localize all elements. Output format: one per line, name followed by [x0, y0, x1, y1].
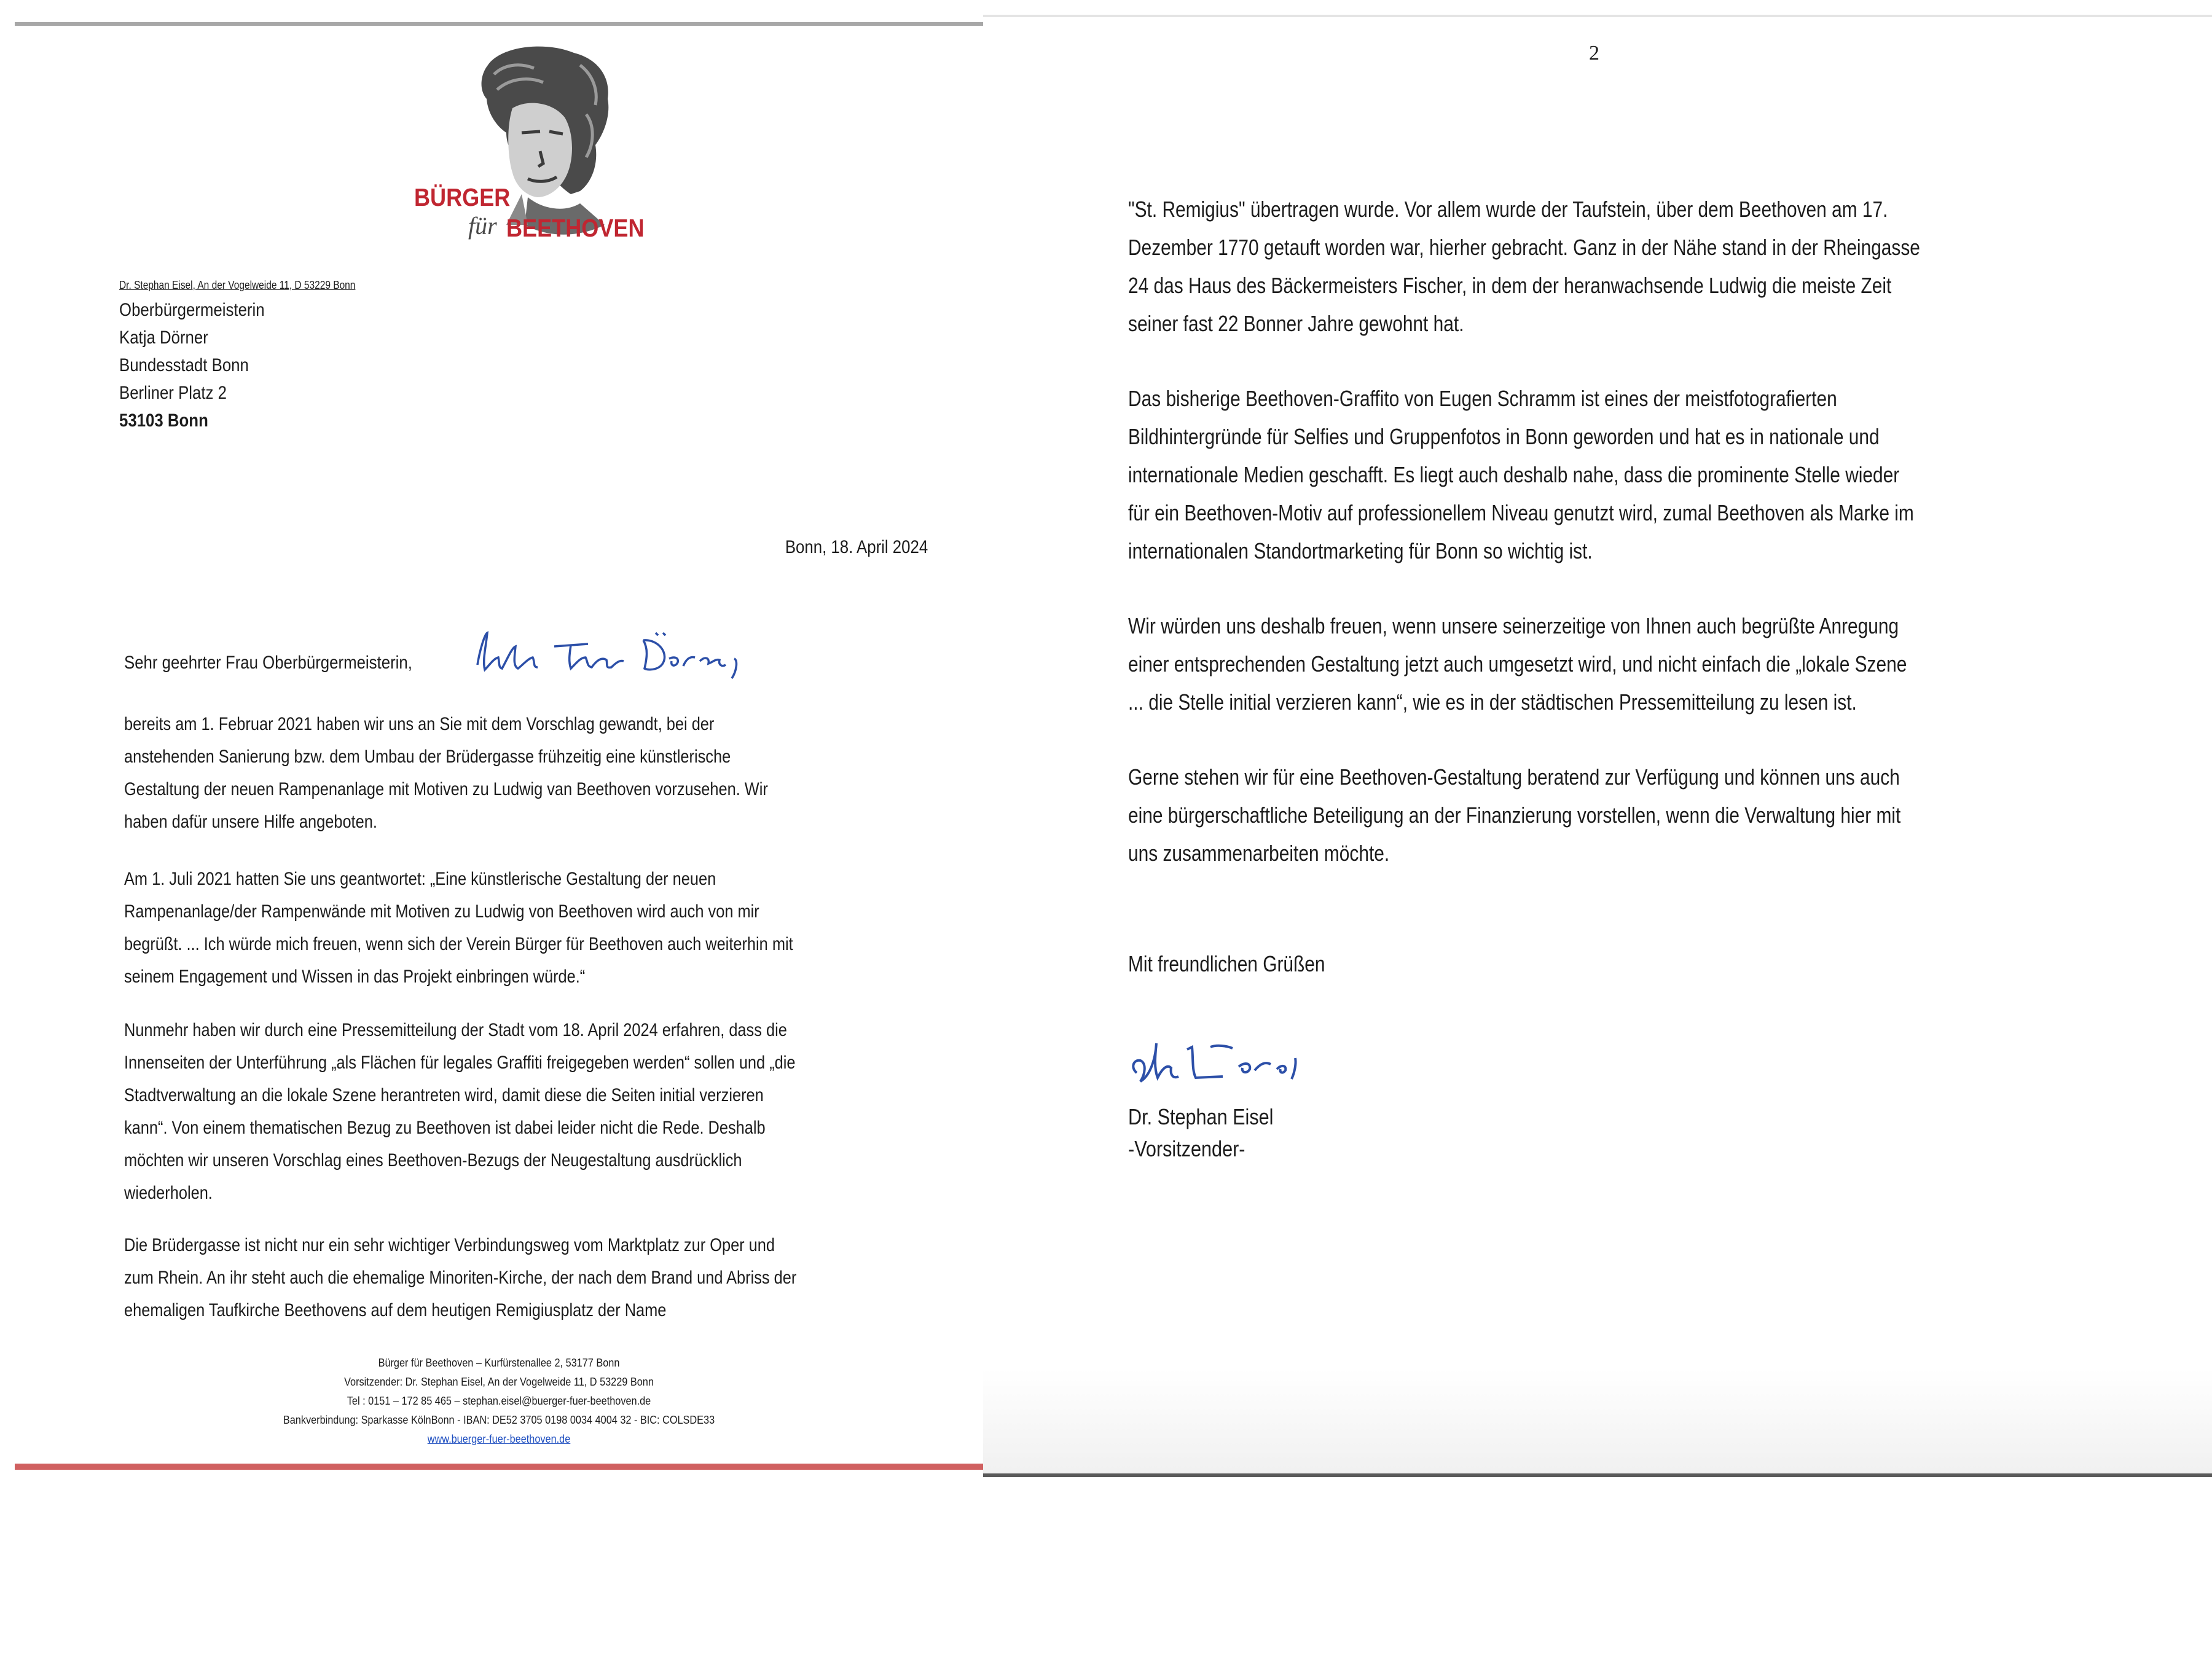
- text-line: für ein Beethoven-Motiv auf professionellem Niveau genutzt wird, zumal Beethoven als Marke im: [1128, 500, 1914, 525]
- page-bottom-edge: [983, 1473, 2212, 1477]
- text-line: ehemaligen Taufkirche Beethovens auf dem heutigen Remigiusplatz der Name: [124, 1300, 667, 1320]
- logo-fuer: für: [468, 212, 497, 240]
- logo-line1: BÜRGER: [414, 183, 511, 211]
- recipient-line: Katja Dörner: [119, 327, 208, 348]
- text-line: möchten wir unseren Vorschlag eines Beethoven-Bezugs der Neugestaltung ausdrücklich: [124, 1150, 742, 1171]
- text-line: haben dafür unsere Hilfe angeboten.: [124, 812, 377, 832]
- text-line: Innenseiten der Unterführung „als Flächen für legales Graffiti freigegeben werden“ sollen und „die: [124, 1053, 796, 1073]
- text-line: Gerne stehen wir für eine Beethoven-Gestaltung beratend zur Verfügung und können uns auch: [1128, 764, 1900, 790]
- logo-line2: BEETHOVEN: [506, 214, 645, 242]
- text-line: Gestaltung der neuen Rampenanlage mit Motiven zu Ludwig van Beethoven vorzusehen. Wir: [124, 779, 768, 799]
- body-paragraph-3: [124, 1014, 904, 1209]
- salutation-text: Sehr geehrter Frau Oberbürgermeisterin,: [124, 653, 412, 673]
- footer-line: Tel : 0151 – 172 85 465 – stephan.eisel@buerger-fuer-beethoven.de: [347, 1394, 651, 1407]
- text-line: uns zusammenarbeiten möchte.: [1128, 841, 1390, 866]
- text-line: ... die Stelle initial verzieren kann“, wie es in der städtischen Pressemitteilung zu lesen ist.: [1128, 689, 1857, 715]
- body-paragraph-5: [1128, 190, 2082, 343]
- handwritten-salutation: [471, 622, 760, 683]
- text-line: Das bisherige Beethoven-Graffito von Eugen Schramm ist eines der meistfotografierten: [1128, 386, 1837, 411]
- body-paragraph-1: [124, 708, 873, 838]
- text-line: "St. Remigius" übertragen wurde. Vor allem wurde der Taufstein, über dem Beethoven am 17.: [1128, 197, 1888, 222]
- closing-phrase: Mit freundlichen Grüßen: [1128, 951, 1325, 976]
- text-line: einer entsprechenden Gestaltung jetzt auch umgesetzt wird, und nicht einfach die „lokale Szene: [1128, 651, 1907, 677]
- signature-block: [1128, 1101, 1299, 1165]
- text-line: anstehenden Sanierung bzw. dem Umbau der Brüdergasse frühzeitig eine künstlerische: [124, 747, 731, 767]
- text-line: eine bürgerschaftliche Beteiligung an der Finanzierung vorstellen, wenn die Verwaltung hier mit: [1128, 802, 1901, 828]
- body-paragraph-6: [1128, 380, 2075, 570]
- text-line: Dezember 1770 getauft worden war, hierher gebracht. Ganz in der Nähe stand in der Rheingasse: [1128, 235, 1920, 260]
- recipient-line: Oberbürgermeisterin: [119, 300, 265, 320]
- text-line: 24 das Haus des Bäckermeisters Fischer, in dem der heranwachsende Ludwig die meiste Zeit: [1128, 273, 1892, 298]
- buerger-fuer-beethoven-logo: [396, 41, 678, 262]
- letter-date: Bonn, 18. April 2024: [785, 537, 928, 557]
- sender-return-address: Dr. Stephan Eisel, An der Vogelweide 11, D 53229 Bonn: [119, 279, 356, 291]
- text-line: Die Brüdergasse ist nicht nur ein sehr wichtiger Verbindungsweg vom Marktplatz zur Oper und: [124, 1235, 775, 1255]
- letter-footer: [15, 1353, 983, 1448]
- text-line: seiner fast 22 Bonner Jahre gewohnt hat.: [1128, 311, 1464, 336]
- body-paragraph-2: [124, 863, 902, 993]
- text-line: Stadtverwaltung an die lokale Szene herantreten wird, damit diese die Seiten initial verzieren: [124, 1085, 764, 1105]
- text-line: internationale Medien geschafft. Es liegt auch deshalb nahe, dass die prominente Stelle wieder: [1128, 462, 1900, 487]
- text-line: zum Rhein. An ihr steht auch die ehemalige Minoriten-Kirche, der nach dem Brand und Abriss der: [124, 1268, 797, 1288]
- signature-title: -Vorsitzender-: [1128, 1136, 1245, 1161]
- text-line: Wir würden uns deshalb freuen, wenn unsere seinerzeitige von Ihnen auch begrüßte Anregung: [1128, 613, 1899, 638]
- text-line: Bildhintergründe für Selfies und Gruppenfotos in Bonn geworden und hat es in nationale und: [1128, 424, 1880, 449]
- letter-page-1: [15, 22, 983, 1477]
- text-line: Am 1. Juli 2021 hatten Sie uns geantwortet: „Eine künstlerische Gestaltung der neuen: [124, 869, 716, 889]
- recipient-line: Bundesstadt Bonn: [119, 355, 249, 375]
- footer-line: Bürger für Beethoven – Kurfürstenallee 2, 53177 Bonn: [378, 1356, 620, 1369]
- text-line: seinem Engagement und Wissen in das Projekt einbringen würde.“: [124, 967, 586, 987]
- website-link[interactable]: www.buerger-fuer-beethoven.de: [427, 1432, 571, 1445]
- recipient-city: 53103 Bonn: [119, 410, 208, 431]
- page-number: 2: [1589, 42, 1599, 65]
- footer-line: Bankverbindung: Sparkasse KölnBonn - IBAN: DE52 3705 0198 0034 4004 32 - BIC: COLSDE33: [283, 1413, 715, 1426]
- recipient-address: [119, 296, 265, 434]
- text-line: internationalen Standortmarketing für Bonn so wichtig ist.: [1128, 538, 1593, 563]
- text-line: begrüßt. ... Ich würde mich freuen, wenn sich der Verein Bürger für Beethoven auch weiterhin mit: [124, 934, 793, 954]
- footer-divider: [15, 1464, 983, 1470]
- body-paragraph-8: [1128, 758, 2059, 873]
- text-line: Nunmehr haben wir durch eine Pressemitteilung der Stadt vom 18. April 2024 erfahren, dass die: [124, 1020, 787, 1040]
- text-line: wiederholen.: [124, 1183, 213, 1203]
- recipient-line: Berliner Platz 2: [119, 383, 227, 403]
- text-line: Rampenanlage/der Rampenwände mit Motiven zu Ludwig von Beethoven wird auch von mir: [124, 901, 759, 922]
- letter-page-2: [983, 15, 2212, 1477]
- body-paragraph-7: [1128, 607, 2066, 721]
- page-shadow: [983, 1369, 2212, 1477]
- body-paragraph-4: [124, 1229, 906, 1327]
- footer-line: Vorsitzender: Dr. Stephan Eisel, An der Vogelweide 11, D 53229 Bonn: [344, 1375, 654, 1388]
- signature-name: Dr. Stephan Eisel: [1128, 1104, 1274, 1129]
- text-line: bereits am 1. Februar 2021 haben wir uns an Sie mit dem Vorschlag gewandt, bei der: [124, 714, 715, 734]
- text-line: kann“. Von einem thematischen Bezug zu Beethoven ist dabei leider nicht die Rede. Deshalb: [124, 1118, 766, 1138]
- handwritten-signature: [1118, 1025, 1327, 1099]
